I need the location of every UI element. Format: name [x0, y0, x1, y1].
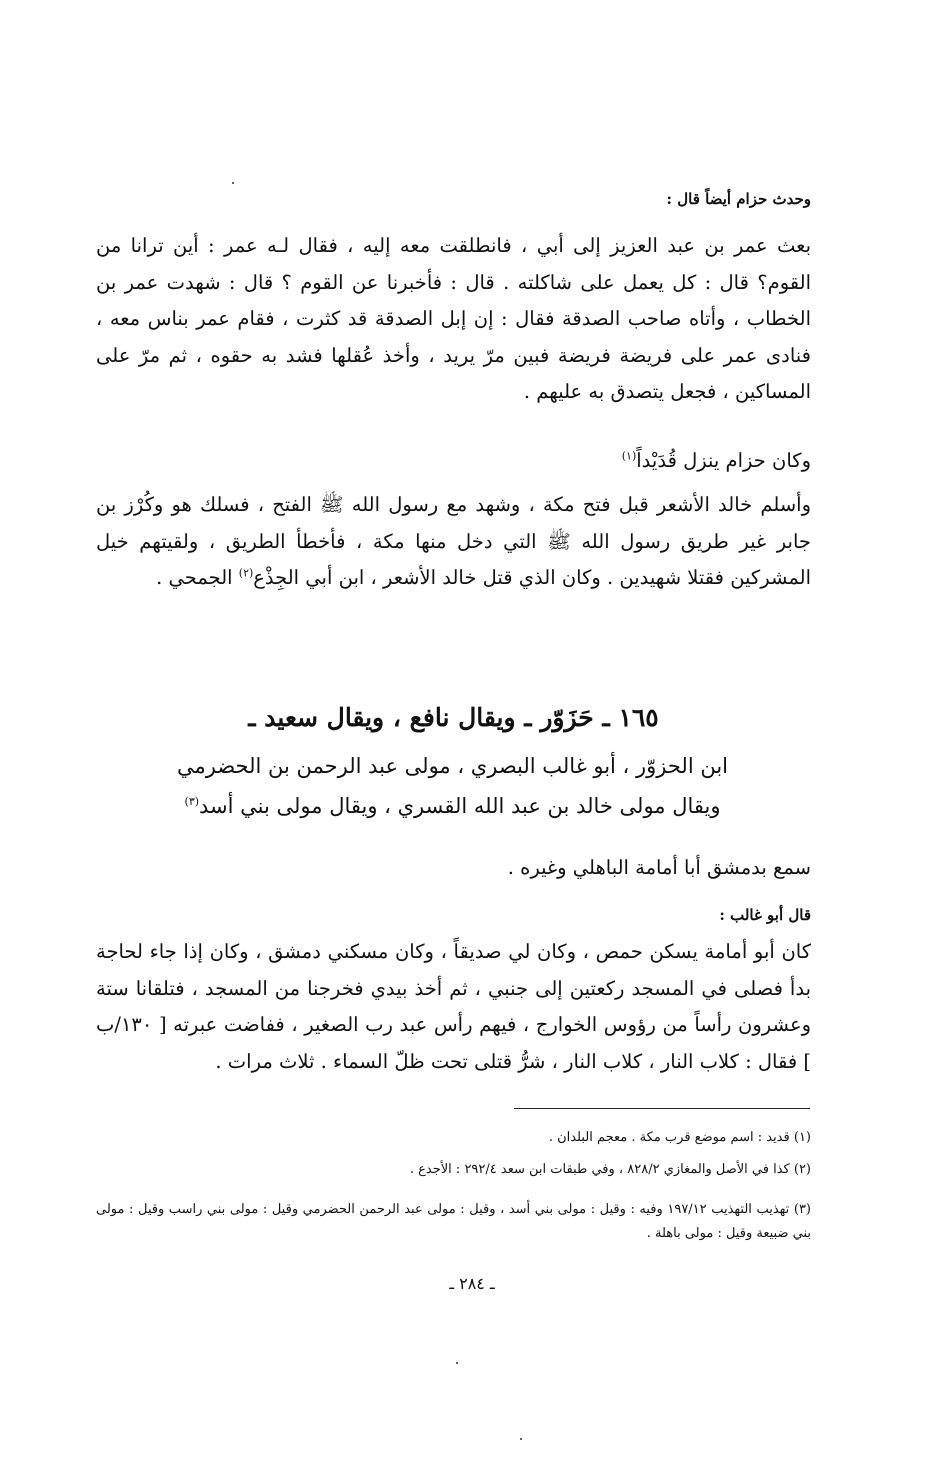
footnote-ref-1: (١)	[621, 449, 637, 463]
page-number: ـ ٢٨٤ ـ	[449, 1274, 495, 1293]
footnote-2: (٢) كذا في الأصل والمغازي ٨٢٨/٢ ، وفي طبقات ابن سعد ٢٩٢/٤ : الأجدع .	[409, 1162, 811, 1177]
footnote-3: (٣) تهذيب التهذيب ١٩٧/١٢ وفيه : وقيل : مولى بني أسد ، وقيل : مولى عبد الرحمن الحضرمي وقيل : مولى بني راسب وقيل : مولى بني ضبيعة وقيل : مولى باهلة .	[96, 1202, 811, 1241]
scan-speck	[232, 182, 234, 184]
entry-subheading	[150, 746, 755, 826]
footnote-ref-2: (٢)	[238, 566, 254, 580]
footnote-1: (١) قديد : اسم موضع قرب مكة . معجم البلدان .	[548, 1130, 811, 1145]
paragraph-khalid	[96, 487, 811, 597]
paragraph-hizam	[96, 443, 811, 480]
entry-subheading-line-1: ابن الحزوّر ، أبو غالب البصري ، مولى عبد الرحمن بن الحضرمي	[176, 754, 729, 778]
entry-subheading-line-2-text: ويقال مولى خالد بن عبد الله القسري ، ويقال مولى بني أسد	[199, 794, 721, 818]
scan-speck	[456, 1362, 458, 1364]
abu-ghalib-lead: قال أبو غالب :	[719, 906, 811, 924]
entry-heard-line: سمع بدمشق أبا أمامة الباهلي وغيره .	[507, 856, 811, 879]
paragraph-khalid-text: وأسلم خالد الأشعر قبل فتح مكة ، وشهد مع رسول الله ﷺ الفتح ، فسلك هو وكُرْز بن جابر غير طريق رسول الله ﷺ التي دخل منها مكة ، فأخطأ الطريق ، ولقيتهم خيل المشركين فقتلا شهيدين . وكان الذي قتل خالد الأشعر ، ابن أبي الجِذْع	[96, 493, 811, 589]
scan-speck	[520, 1438, 522, 1440]
footnote-separator	[514, 1108, 810, 1109]
paragraph-omar-story: بعث عمر بن عبد العزيز إلى أبي ، فانطلقت معه إليه ، فقال لـه عمر : أين ترانا من القوم؟ قال : كل يعمل على شاكلته . قال : فأخبرنا عن القوم ؟ قال : شهدت عمر بن الخطاب ، وأتاه صاحب الصدقة فقال : إن إبل الصدقة قد كثرت ، فقام عمر بناس معه ، فنادى عمر على فريضة فريضة فبين مرّ يريد ، وأخذ عُقلها فشد به حقوه ، ثم مرّ على المساكين ، فجعل يتصدق به عليهم .	[96, 234, 811, 403]
entry-heading: ١٦٥ ـ حَزَوّر ـ ويقال نافع ، ويقال سعيد ـ	[248, 703, 659, 732]
entry-subheading-line-2	[150, 786, 755, 826]
paragraph-khalid-end: الجمحي .	[156, 566, 239, 589]
paragraph-hizam-text: وكان حزام ينزل قُدَيْداً	[636, 449, 811, 472]
footnote-ref-3: (٣)	[184, 795, 200, 808]
paragraph-abu-umama: كان أبو أمامة يسكن حمص ، وكان لي صديقاً ، وكان مسكني دمشق ، وكان إذا جاء لحاجة بدأ فصلى في المسجد ركعتين إلى جنبي ، ثم أخذ بيدي فخرجنا من المسجد ، فتلقانا ستة وعشرون رأساً من رؤوس الخوارج ، فيهم رأس عبد رب الصغير ، ففاضت عبرته [ ١٣٠/ب ] فقال : كلاب النار ، كلاب النار ، شرُّ قتلى تحت ظلّ السماء . ثلاث مرات .	[96, 940, 811, 1073]
narration-lead: وحدث حزام أيضاً قال :	[666, 190, 811, 208]
